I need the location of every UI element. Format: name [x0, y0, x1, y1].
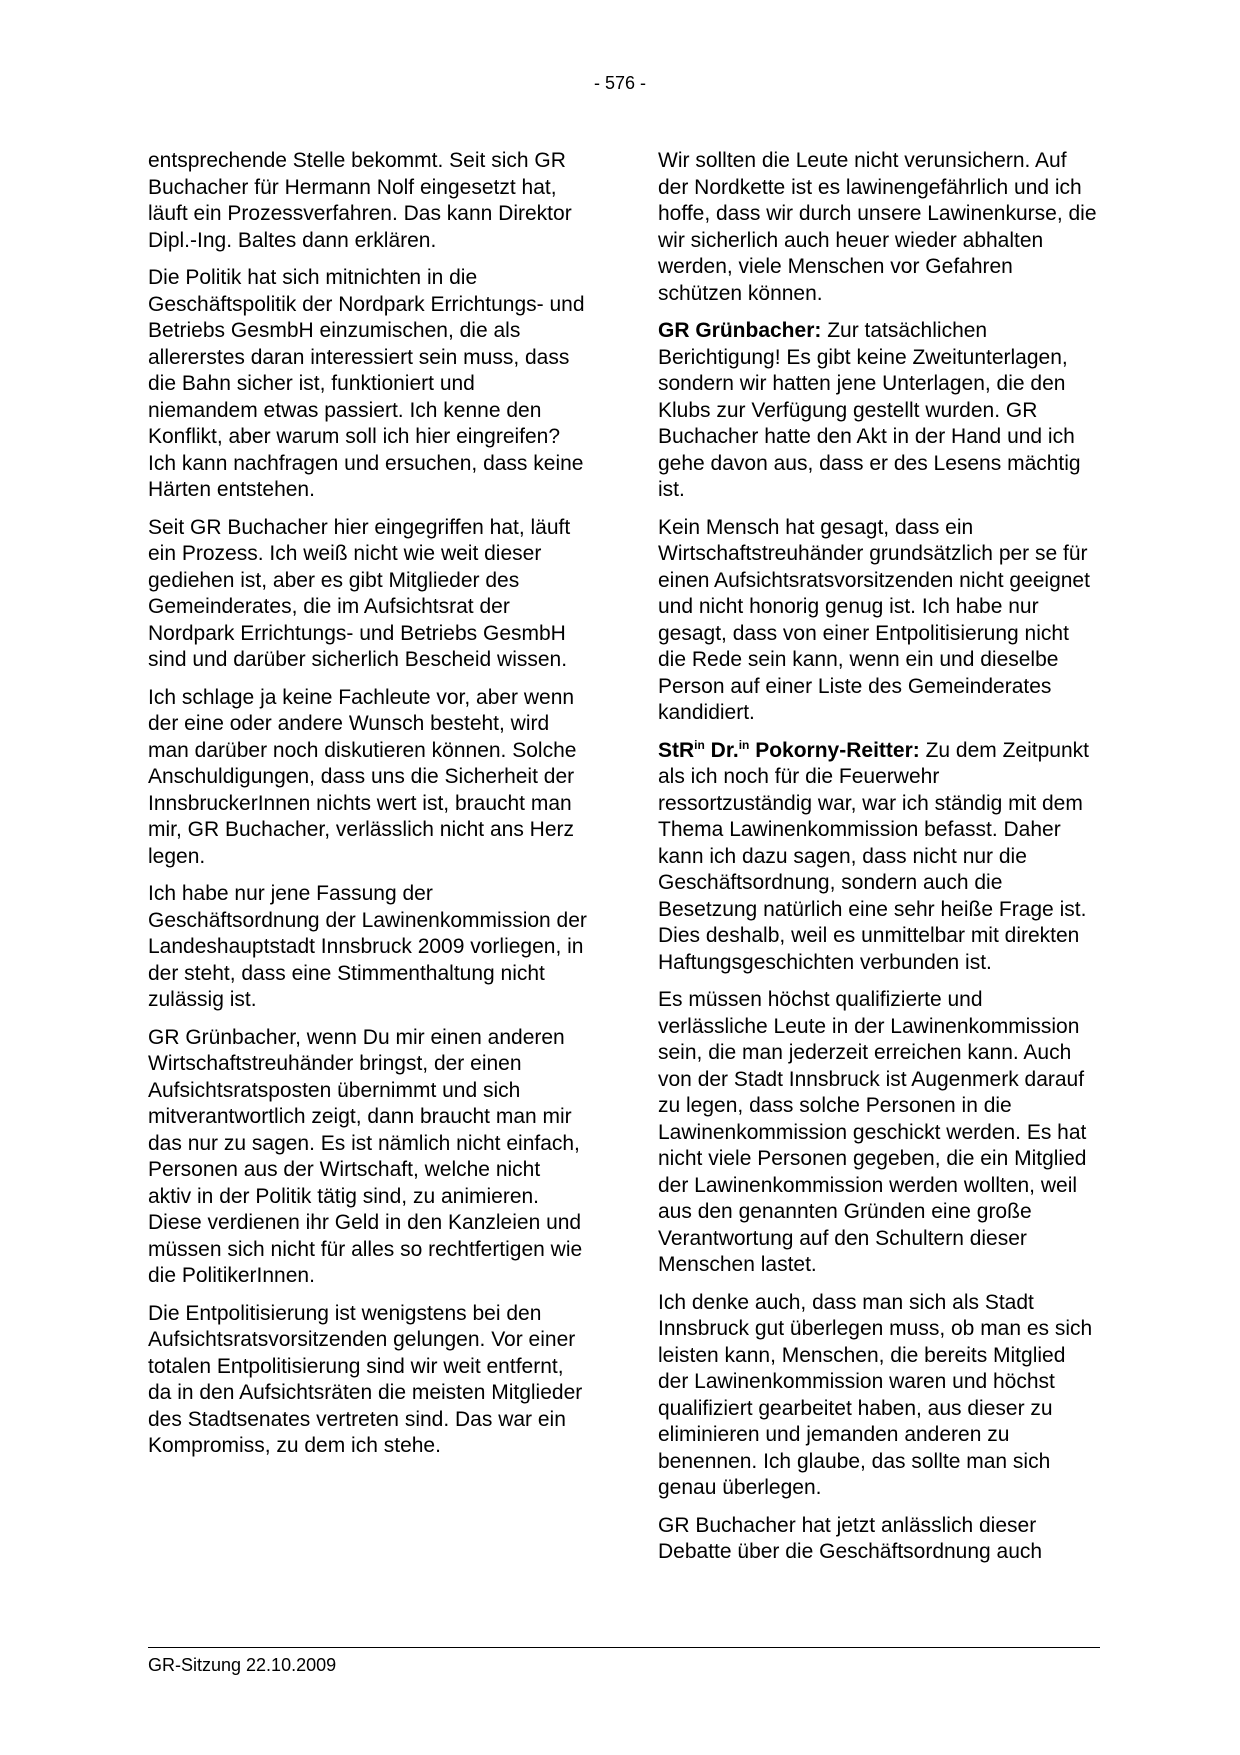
speech-text: Zur tatsächlichen Berichtigung! Es gibt keine Zweitunterlagen, sondern wir hatten jene Unterlagen, die den Klubs zur Verfügung gestellt wurden. GR Buchacher hatte den Akt in der Hand und ich gehe davon aus, dass er des Lesens mächtig ist. [658, 319, 1081, 501]
paragraph: GR Grünbacher, wenn Du mir einen anderen Wirtschaftstreuhänder bringst, der einen Aufsichtsratsposten übernimmt und sich mitverantwortlich zeigt, dann braucht man mir das nur zu sagen. Es ist nämlich nicht einfach, Personen aus der Wirtschaft, welche nicht aktiv in der Politik tätig sind, zu animieren. Diese verdienen ihr Geld in den Kanzleien und müssen sich nicht für alles so rechtfertigen wie die PolitikerInnen. [148, 1025, 583, 1287]
speaker-title-suffix: in [694, 737, 705, 752]
right-column [658, 148, 1098, 1577]
speaker-name: GR Grünbacher: [658, 319, 822, 342]
paragraph: Kein Mensch hat gesagt, dass ein Wirtschaftstreuhänder grundsätzlich per se für einen Aufsichtsratsvorsitzenden nicht geeignet und nicht honorig genug ist. Ich habe nur gesagt, dass von einer Entpolitisierung nicht die Rede sein kann, wenn ein und dieselbe Person auf einer Liste des Gemeinderates kandidiert. [658, 515, 1090, 724]
paragraph: Die Politik hat sich mitnichten in die Geschäftspolitik der Nordpark Errichtungs- und Betriebs GesmbH einzumischen, die als allererstes daran interessiert sein muss, dass die Bahn sicher ist, funktioniert und niemandem etwas passiert. Ich kenne den Konflikt, aber warum soll ich hier eingreifen? Ich kann nachfragen und ersuchen, dass keine Härten entstehen. [148, 266, 585, 501]
paragraph: entsprechende Stelle bekommt. Seit sich GR Buchacher für Hermann Nolf eingesetzt hat, läuft ein Prozessverfahren. Das kann Direktor Dipl.-Ing. Baltes dann erklären. [148, 149, 572, 252]
speaker-surname: Pokorny-Reitter: [749, 738, 920, 762]
speech-text: Zu dem Zeitpunkt als ich noch für die Feuerwehr ressortzuständig war, war ich ständig mit dem Thema Lawinenkommission befasst. Daher kann ich dazu sagen, dass nicht nur die Geschäftsordnung, sondern auch die Besetzung natürlich eine sehr heiße Frage ist. Dies deshalb, weil es unmittelbar mit direkten Haftungsgeschichten verbunden ist. [658, 738, 1089, 974]
left-column [148, 148, 588, 1471]
speaker-degree-suffix: in [738, 737, 750, 752]
speaker-name [658, 739, 920, 762]
footer-session-date: GR-Sitzung 22.10.2009 [148, 1655, 337, 1675]
paragraph [658, 738, 1098, 977]
paragraph: GR Buchacher hat jetzt anlässlich dieser Debatte über die Geschäftsordnung auch [658, 1513, 1043, 1563]
paragraph: Ich habe nur jene Fassung der Geschäftsordnung der Lawinenkommission der Landeshauptstadt Innsbruck 2009 vorliegen, in der steht, dass eine Stimmenthaltung nicht zulässig ist. [148, 882, 587, 1011]
paragraph: Es müssen höchst qualifizierte und verlässliche Leute in der Lawinenkommission sein, die man jederzeit erreichen kann. Auch von der Stadt Innsbruck ist Augenmerk darauf zu legen, dass solche Personen in die Lawinenkommission geschickt werden. Es hat nicht viele Personen gegeben, die ein Mitglied der Lawinenkommission werden wollten, weil aus den genannten Gründen eine große Verantwortung auf den Schultern dieser Menschen lastet. [658, 988, 1087, 1276]
paragraph: Seit GR Buchacher hier eingegriffen hat, läuft ein Prozess. Ich weiß nicht wie weit dieser gediehen ist, aber es gibt Mitglieder des Gemeinderates, die im Aufsichtsrat der Nordpark Errichtungs- und Betriebs GesmbH sind und darüber sicherlich Bescheid wissen. [148, 515, 571, 671]
page-number: - 576 - [593, 73, 647, 93]
paragraph: Die Entpolitisierung ist wenigstens bei den Aufsichtsratsvorsitzenden gelungen. Vor einer totalen Entpolitisierung sind wir weit entfernt, da in den Aufsichtsräten die meisten Mitglieder des Stadtsenates vertreten sind. Das war ein Kompromiss, zu dem ich stehe. [148, 1301, 583, 1457]
paragraph: Ich denke auch, dass man sich als Stadt Innsbruck gut überlegen muss, ob man es sich leisten kann, Menschen, die bereits Mitglied der Lawinenkommission waren und höchst qualifiziert gearbeitet haben, aus dieser zu eliminieren und jemanden anderen zu benennen. Ich glaube, das sollte man sich genau überlegen. [658, 1290, 1093, 1499]
footer-divider [148, 1647, 1100, 1648]
speaker-title: StR [658, 738, 695, 762]
speaker-degree: Dr. [704, 738, 739, 762]
paragraph: Wir sollten die Leute nicht verunsichern. Auf der Nordkette ist es lawinengefährlich und ich hoffe, dass wir durch unsere Lawinenkurse, die wir sicherlich auch heuer wieder abhalten werden, viele Menschen vor Gefahren schützen können. [658, 149, 1097, 305]
paragraph [658, 318, 1098, 504]
paragraph: Ich schlage ja keine Fachleute vor, aber wenn der eine oder andere Wunsch besteht, wird man darüber noch diskutieren können. Solche Anschuldigungen, dass uns die Sicherheit der InnsbruckerInnen nichts wert ist, braucht man mir, GR Buchacher, verlässlich nicht ans Herz legen. [148, 685, 577, 868]
